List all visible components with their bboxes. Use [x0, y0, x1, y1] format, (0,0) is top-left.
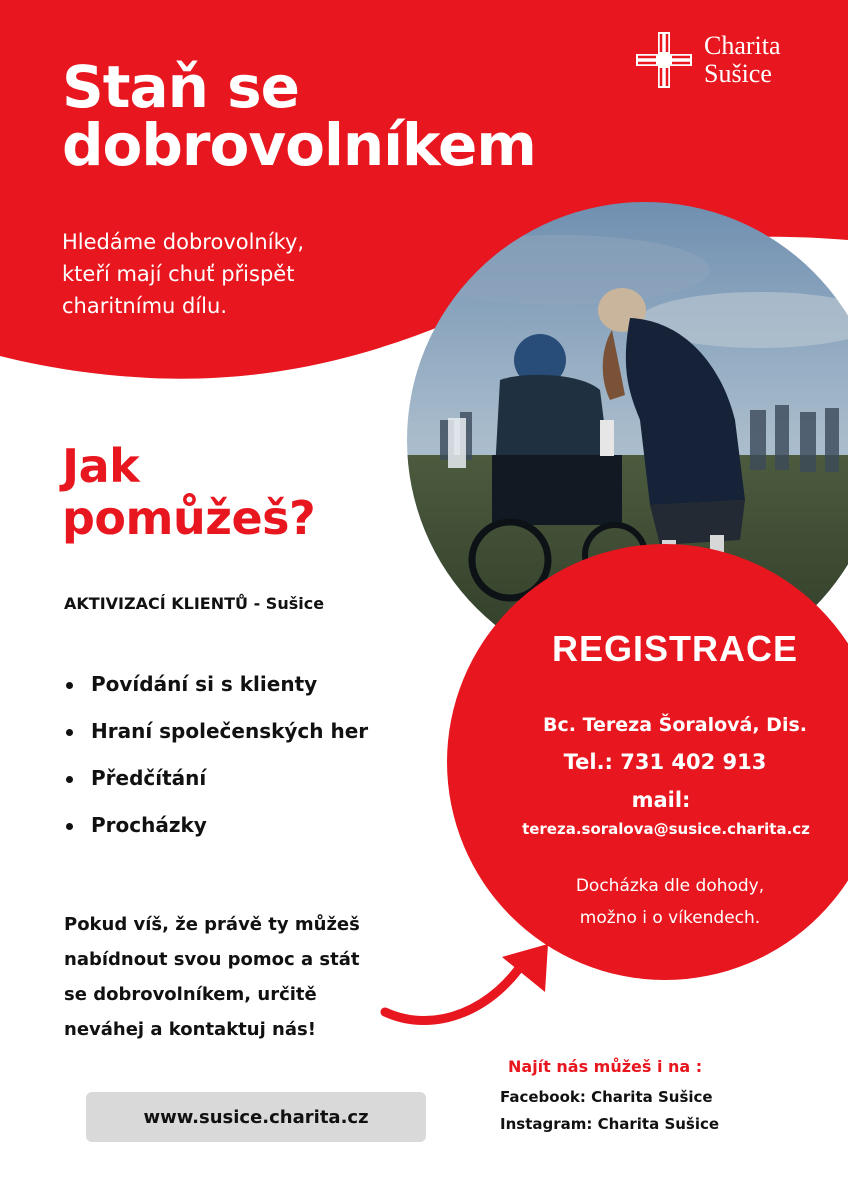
list-item — [64, 813, 368, 860]
website-link[interactable]: www.susice.charita.cz — [86, 1092, 426, 1142]
intro-line1: Hledáme dobrovolníky, — [62, 230, 305, 254]
arrow-icon — [385, 955, 528, 1021]
list-item — [64, 672, 368, 719]
help-heading — [62, 440, 315, 544]
pitch-line2: nabídnout svou pomoc a stát — [64, 949, 360, 970]
contact-email[interactable]: tereza.soralova@susice.charita.cz — [522, 820, 810, 838]
page-title — [62, 53, 536, 179]
intro-text — [62, 226, 304, 322]
pitch-line3: se dobrovolníkem, určitě — [64, 984, 317, 1005]
list-item-label: Procházky — [91, 813, 207, 837]
list-item — [64, 719, 368, 766]
contact-phone: Tel.: 731 402 913 — [563, 750, 767, 774]
list-item-label: Předčítání — [91, 766, 207, 790]
logo-line1: Charita — [704, 31, 781, 60]
help-heading-line1: Jak — [62, 439, 140, 493]
help-list — [64, 672, 368, 860]
intro-line2: kteří mají chuť přispět — [62, 262, 295, 286]
help-heading-line2: pomůžeš? — [62, 491, 316, 545]
intro-line3: charitnímu dílu. — [62, 294, 227, 318]
call-to-action-text — [64, 907, 360, 1047]
bullet-icon — [66, 682, 73, 689]
logo-line2: Sušice — [704, 59, 772, 88]
bullet-icon — [66, 729, 73, 736]
charita-logo — [634, 30, 781, 90]
pitch-line1: Pokud víš, že právě ty můžeš — [64, 914, 360, 935]
pitch-line4: neváhej a kontaktuj nás! — [64, 1019, 316, 1040]
title-line2: dobrovolníkem — [62, 111, 536, 179]
list-item-label: Povídání si s klienty — [91, 672, 318, 696]
list-item — [64, 766, 368, 813]
note-line1: Docházka dle dohody, — [575, 876, 765, 896]
help-subtitle: AKTIVIZACÍ KLIENTŮ - Sušice — [64, 594, 325, 613]
list-item-label: Hraní společenských her — [91, 719, 369, 743]
logo-text — [704, 32, 781, 88]
title-line1: Staň se — [62, 53, 299, 121]
attendance-note — [500, 870, 840, 934]
contact-mail-label: mail: — [631, 788, 691, 812]
bullet-icon — [66, 823, 73, 830]
note-line2: možno i o víkendech. — [579, 908, 761, 928]
social-heading: Najít nás můžeš i na : — [508, 1057, 703, 1076]
registration-title: REGISTRACE — [551, 628, 799, 669]
facebook-link[interactable]: Facebook: Charita Sušice — [500, 1088, 713, 1106]
charita-cross-icon — [634, 30, 694, 90]
instagram-link[interactable]: Instagram: Charita Sušice — [500, 1115, 720, 1133]
contact-name: Bc. Tereza Šoralová, Dis. — [543, 714, 807, 736]
bullet-icon — [66, 776, 73, 783]
